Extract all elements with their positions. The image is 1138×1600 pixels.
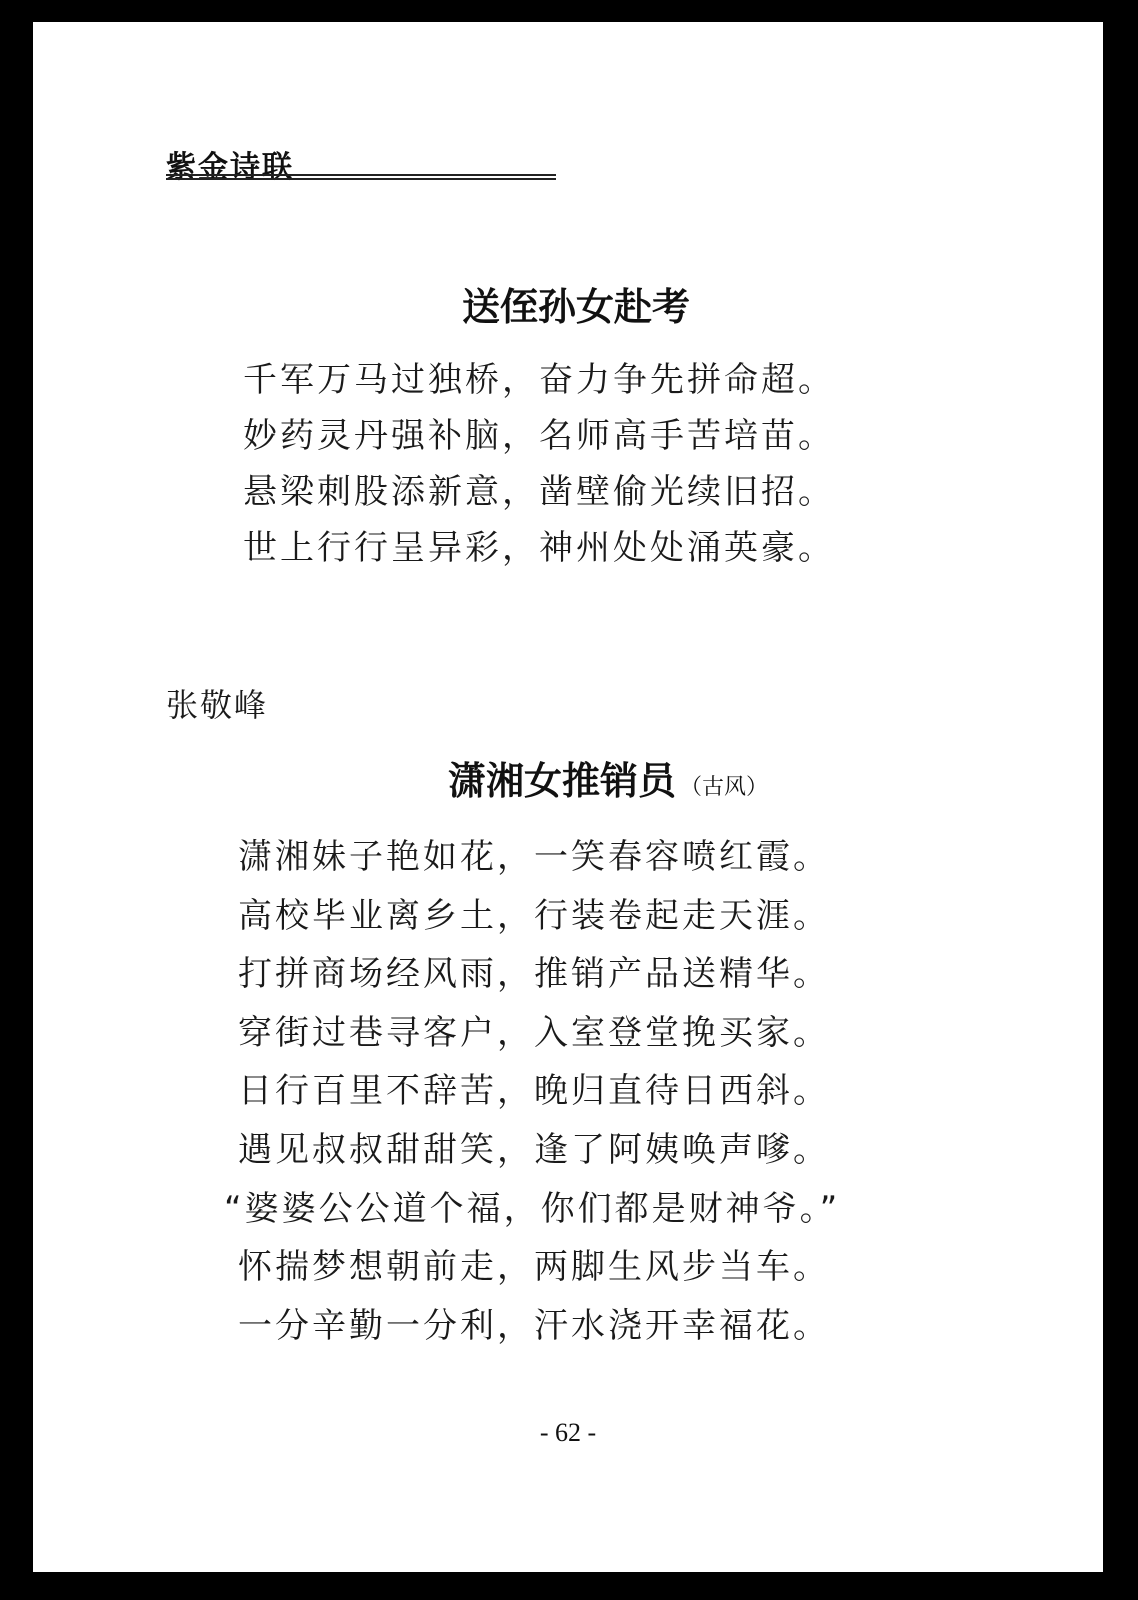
poem-line: 世上行行呈异彩，神州处处涌英豪。 — [243, 528, 835, 568]
poem-line: 潇湘妹子艳如花，一笑春容喷红霞。 — [238, 837, 830, 877]
poem-body — [243, 352, 835, 576]
poem-line: 高校毕业离乡土，行装卷起走天涯。 — [238, 895, 830, 936]
poem-line: 一分辛勤一分利，汗水浇开幸福花。 — [238, 1305, 830, 1346]
poem-line: 千军万马过独桥，奋力争先拼命超。 — [243, 360, 835, 400]
poem-line: 妙药灵丹强补脑，名师高手苦培苗。 — [243, 416, 835, 456]
header-rule — [166, 174, 556, 180]
poem-line: 日行百里不辞苦，晚归直待日西斜。 — [238, 1071, 830, 1112]
page-number: - 62 - — [539, 1418, 597, 1447]
poem-line: 悬梁刺股添新意，凿壁偷光续旧招。 — [243, 472, 835, 512]
running-header: 紫金诗联 — [166, 150, 294, 185]
poem-line: 穿街过巷寻客户，入室登堂挽买家。 — [238, 1012, 830, 1053]
poem-title-text: 潇湘女推销员 — [447, 758, 676, 803]
poem-line: 打拼商场经风雨，推销产品送精华。 — [238, 954, 830, 995]
author-name: 张敬峰 — [166, 686, 269, 724]
poem-line: “婆婆公公道个福，你们都是财神爷。” — [224, 1188, 841, 1229]
poem-line: 怀揣梦想朝前走，两脚生风步当车。 — [238, 1247, 830, 1288]
poem-title — [33, 750, 1103, 805]
poem-line: 遇见叔叔甜甜笑，逢了阿姨唤声嗲。 — [238, 1129, 830, 1170]
poem-style-note: （古风） — [680, 775, 769, 800]
poem-title: 送侄孙女赴考 — [461, 284, 690, 329]
poem-body — [224, 828, 841, 1355]
document-page — [33, 22, 1103, 1572]
